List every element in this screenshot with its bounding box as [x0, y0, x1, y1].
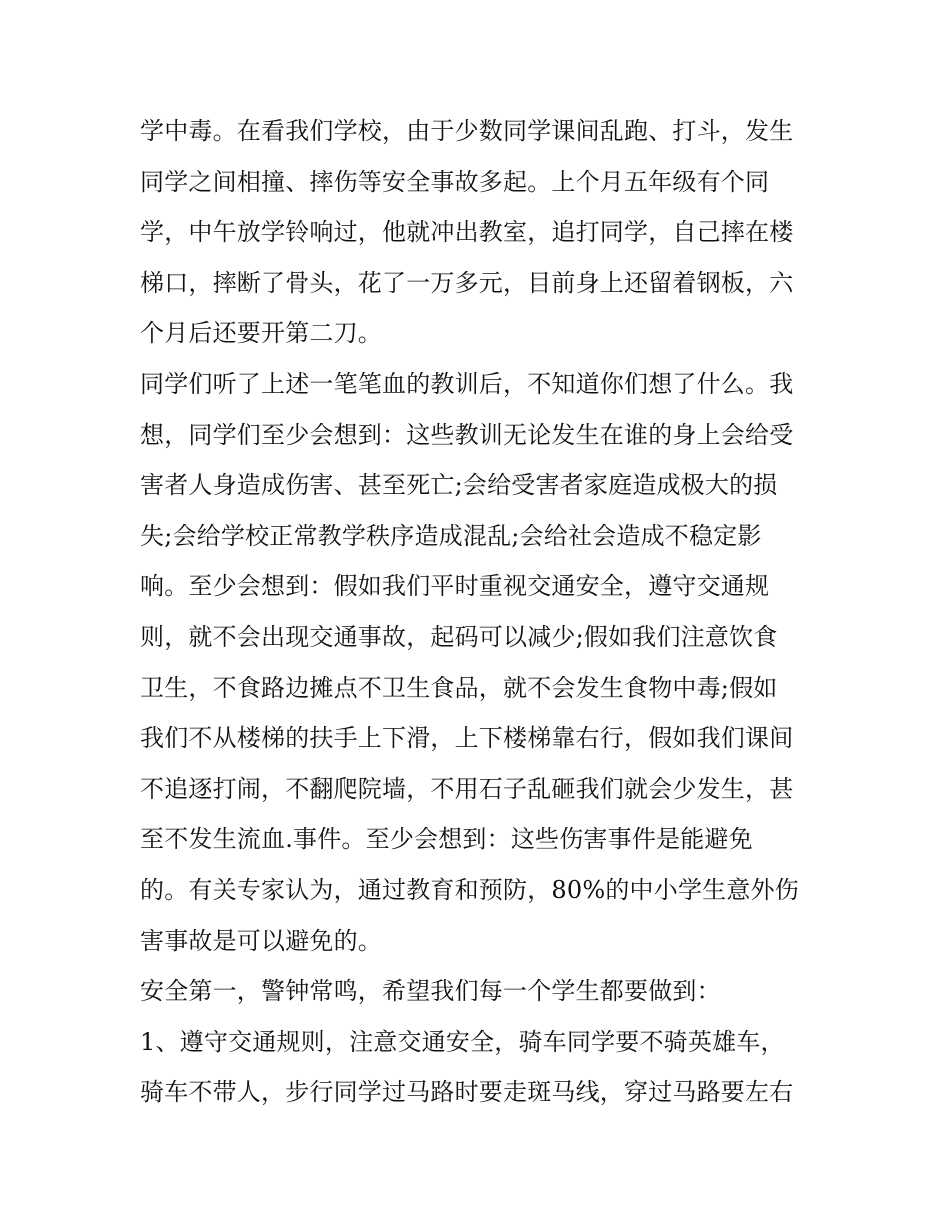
text-line: 的。有关专家认为，通过教育和预防，80%的中小学生意外伤: [140, 875, 799, 904]
text-line: 梯口，摔断了骨头，花了一万多元，目前身上还留着钢板，六: [140, 268, 794, 297]
text-line: 响。至少会想到：假如我们平时重视交通安全，遵守交通规: [140, 572, 770, 601]
text-line: 失;会给学校正常教学秩序造成混乱;会给社会造成不稳定影: [140, 521, 762, 550]
text-line: 学，中午放学铃响过，他就冲出教室，追打同学，自己摔在楼: [140, 218, 794, 247]
text-line: 想，同学们至少会想到：这些教训无论发生在谁的身上会给受: [140, 420, 794, 449]
text-line: 害事故是可以避免的。: [140, 926, 382, 955]
text-line: 同学之间相撞、摔伤等安全事故多起。上个月五年级有个同: [140, 167, 770, 196]
text-line: 安全第一，警钟常鸣，希望我们每一个学生都要做到：: [140, 977, 721, 1006]
text-line: 同学们听了上述一笔笔血的教训后，不知道你们想了什么。我: [140, 369, 794, 398]
document-body: [140, 106, 820, 1118]
text-line: 至不发生流血.事件。至少会想到：这些伤害事件是能避免: [140, 825, 753, 854]
text-line: 卫生，不食路边摊点不卫生食品，就不会发生食物中毒;假如: [140, 673, 778, 702]
text-line: 1、遵守交通规则，注意交通安全，骑车同学要不骑英雄车，: [140, 1027, 785, 1056]
text-line: 个月后还要开第二刀。: [140, 319, 382, 348]
text-line: 我们不从楼梯的扶手上下滑，上下楼梯靠右行，假如我们课间: [140, 724, 794, 753]
text-line: 则，就不会出现交通事故，起码可以减少;假如我们注意饮食: [140, 622, 778, 651]
text-line: 骑车不带人，步行同学过马路时要走斑马线，穿过马路要左右: [140, 1078, 794, 1107]
text-line: 害者人身造成伤害、甚至死亡;会给受害者家庭造成极大的损: [140, 471, 778, 500]
text-line: 学中毒。在看我们学校，由于少数同学课间乱跑、打斗，发生: [140, 117, 794, 145]
text-line: 不追逐打闹，不翻爬院墙，不用石子乱砸我们就会少发生，甚: [140, 774, 794, 803]
